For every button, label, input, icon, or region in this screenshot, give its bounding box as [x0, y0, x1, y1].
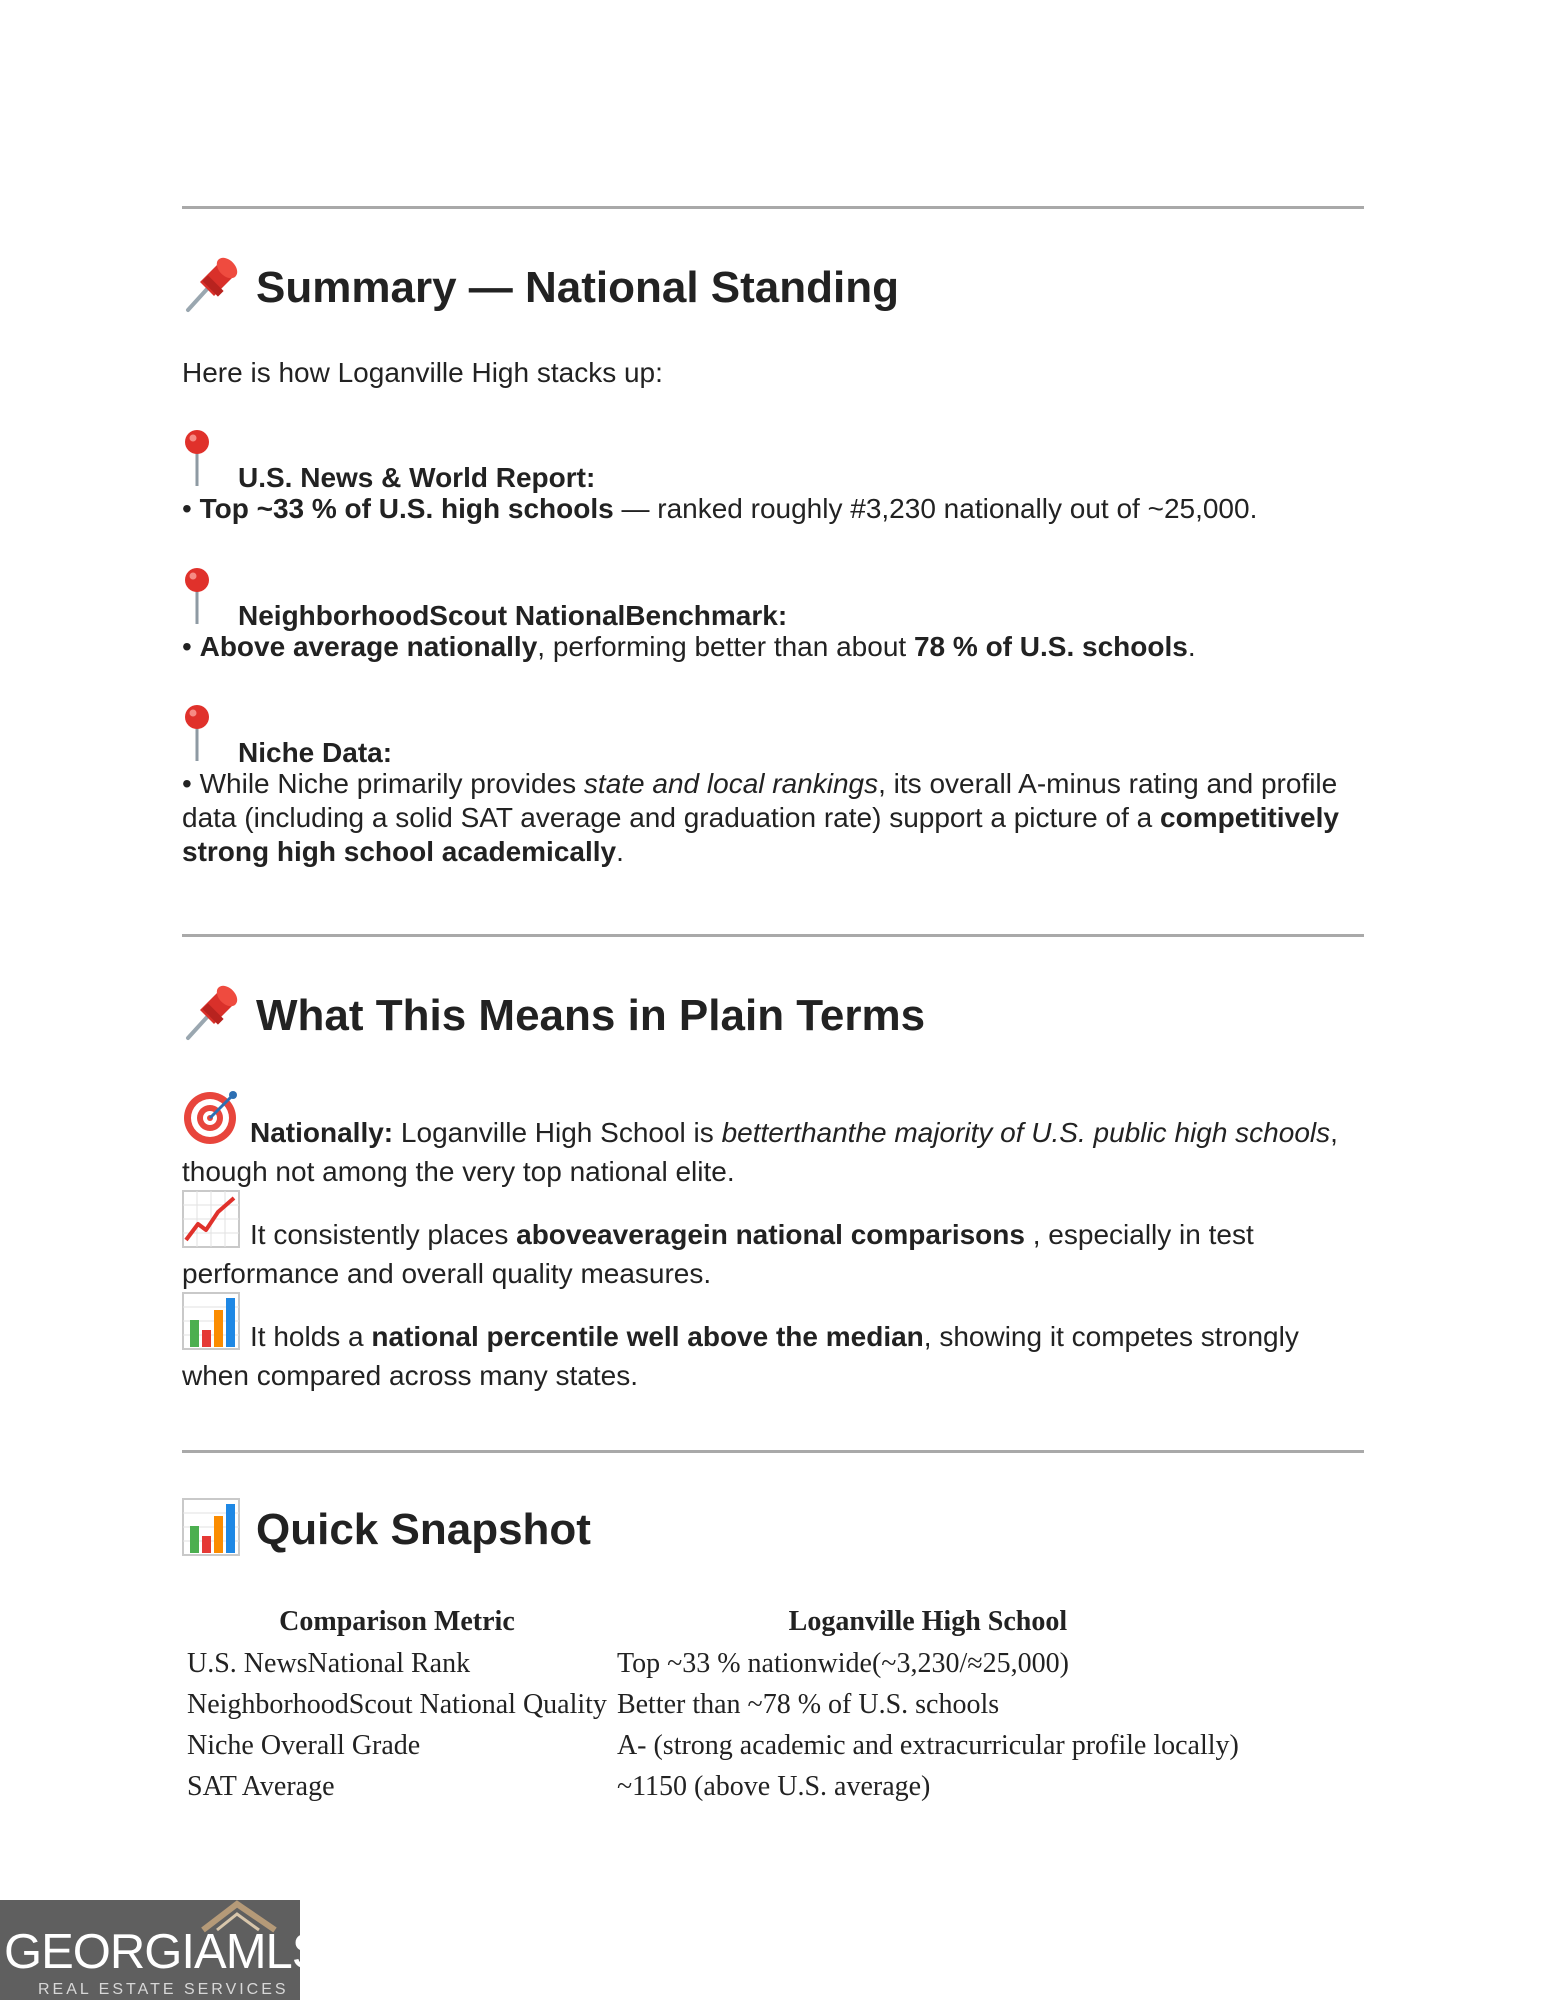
plain-terms-heading	[182, 980, 925, 1042]
highlight: competitively strong high school academically	[182, 802, 1339, 867]
point	[182, 1088, 1364, 1189]
summary-intro: Here is how Loganville High stacks up:	[182, 357, 663, 388]
source-detail	[182, 767, 1362, 869]
highlight: 78 % of U.S. schools	[913, 631, 1188, 662]
snapshot-heading	[182, 1498, 591, 1556]
highlight: national percentile well above the median	[371, 1321, 924, 1352]
summary-heading	[182, 252, 899, 314]
table-cell: ~1150 (above U.S. average)	[616, 1771, 931, 1802]
logo-name: GEORGIA	[4, 1925, 226, 1979]
table-cell: Better than ~78 % of U.S. schools	[616, 1689, 1000, 1720]
emphasis: state and local rankings	[583, 768, 879, 799]
logo-suffix: MLS	[225, 1925, 324, 1979]
detail-text: , its overall A-minus rating and profile data (including a solid SAT average and graduation rate) support a picture of a	[182, 768, 1338, 833]
detail-text: While Niche primarily provides	[191, 768, 584, 799]
table-header-row	[182, 1602, 1244, 1644]
point-text: , though not among the very top national elite.	[182, 1117, 1338, 1187]
pushpin-icon	[182, 980, 244, 1042]
table-row	[182, 1685, 1244, 1726]
table-row	[182, 1644, 1244, 1685]
source-label: NeighborhoodScout NationalBenchmark:	[238, 600, 788, 631]
detail-text: .	[1187, 631, 1196, 662]
page-title: Summary — National Standing	[256, 263, 899, 312]
bullet: •	[182, 768, 192, 799]
section-title: Quick Snapshot	[256, 1505, 591, 1554]
pin-label-row	[182, 703, 392, 768]
table-cell: NeighborhoodScout National Quality	[187, 1689, 607, 1720]
snapshot-table	[182, 1602, 1244, 1808]
point	[182, 1292, 1364, 1393]
bullet: •	[182, 631, 192, 662]
source-detail	[182, 630, 1372, 664]
round-pushpin-icon	[182, 428, 212, 493]
table-cell: A- (strong academic and extracurricular profile locally)	[616, 1730, 1239, 1761]
table-row	[182, 1767, 1244, 1808]
logo-wordmark	[4, 1925, 324, 1979]
point-text: It holds a	[250, 1321, 372, 1352]
point-text: , especially in test performance and overall quality measures.	[182, 1219, 1254, 1289]
emphasis: betterthanthe majority of U.S. public high schools	[721, 1117, 1331, 1148]
pin-label-row	[182, 566, 787, 631]
highlight: aboveaveragein national comparisons	[516, 1219, 1025, 1250]
round-pushpin-icon	[182, 703, 212, 768]
column-header: Comparison Metric	[279, 1606, 515, 1637]
pin-label-row	[182, 428, 595, 493]
point	[182, 1190, 1364, 1291]
source-detail	[182, 492, 1372, 526]
table-cell: U.S. NewsNational Rank	[187, 1648, 471, 1679]
section-title: What This Means in Plain Terms	[256, 991, 926, 1040]
highlight: Above average nationally	[199, 631, 538, 662]
bar-chart-icon	[182, 1292, 240, 1358]
source-label: Niche Data:	[238, 737, 393, 768]
table-cell: SAT Average	[187, 1771, 335, 1802]
chart-increasing-icon	[182, 1190, 240, 1256]
detail-text: — ranked roughly #3,230 nationally out of ~25,000.	[613, 493, 1258, 524]
bullet: •	[182, 493, 192, 524]
table-cell: Niche Overall Grade	[187, 1730, 421, 1761]
detail-text: .	[616, 836, 624, 867]
detail-text: , performing better than about	[537, 631, 914, 662]
column-header: Loganville High School	[788, 1606, 1068, 1637]
logo-tagline: REAL ESTATE SERVICES	[38, 1981, 289, 1998]
georgia-mls-logo	[0, 1900, 324, 2000]
source-label: U.S. News & World Report:	[238, 462, 596, 493]
point-text: , showing it competes strongly when compared across many states.	[182, 1321, 1299, 1391]
bar-chart-icon	[182, 1498, 240, 1556]
table-cell: Top ~33 % nationwide(~3,230/≈25,000)	[616, 1648, 1069, 1679]
point-text: It consistently places	[250, 1219, 517, 1250]
highlight: Top ~33 % of U.S. high schools	[199, 493, 614, 524]
round-pushpin-icon	[182, 566, 212, 631]
divider	[182, 934, 1364, 937]
target-icon	[182, 1088, 240, 1154]
divider	[182, 206, 1364, 209]
point-text: Loganville High School is	[393, 1117, 722, 1148]
pushpin-icon	[182, 252, 244, 314]
divider	[182, 1450, 1364, 1453]
highlight: Nationally:	[250, 1117, 394, 1148]
table-row	[182, 1726, 1244, 1767]
